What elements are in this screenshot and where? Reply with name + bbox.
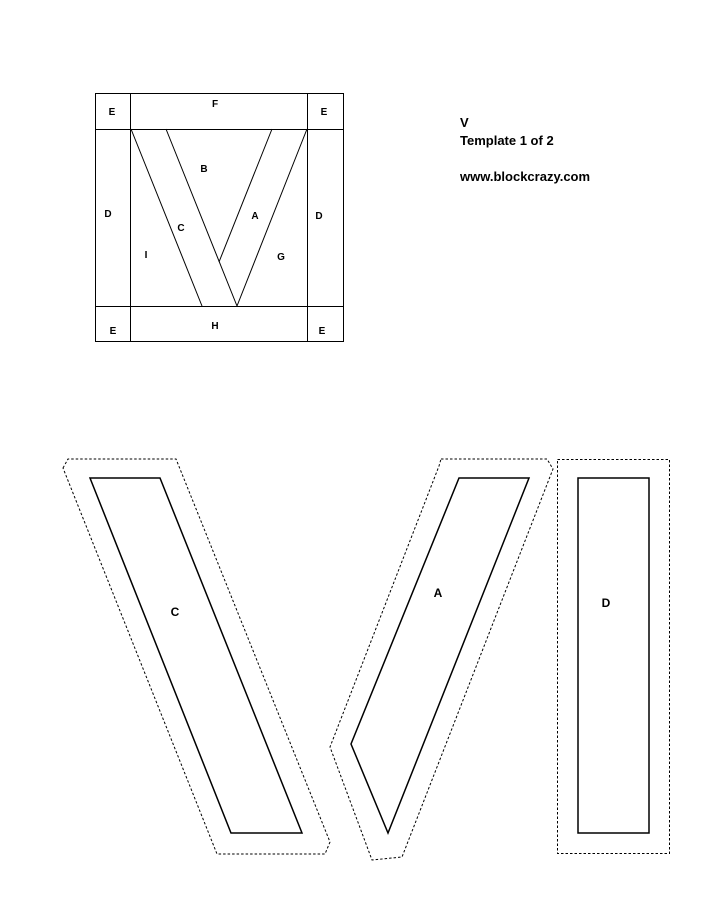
seam-allowance-outline-d [558, 460, 670, 854]
v-left-inner-line [166, 129, 237, 306]
label-e-bottom-right: E [318, 326, 326, 337]
v-left-outer-line [131, 129, 202, 306]
template-piece-a [330, 459, 553, 860]
label-b: B [200, 164, 208, 175]
block-labels [104, 99, 327, 337]
label-e-top-left: E [108, 107, 116, 118]
block-letter: V [460, 115, 469, 130]
piece-label-a: A [433, 586, 443, 600]
piece-label-d: D [601, 596, 611, 610]
label-a: A [251, 211, 259, 222]
piece-outline-a [351, 478, 529, 833]
piece-outline-d [578, 478, 649, 833]
label-g: G [277, 252, 285, 263]
template-piece-c [63, 459, 330, 854]
label-e-bottom-left: E [109, 326, 117, 337]
label-i: I [144, 250, 148, 261]
template-piece-d [558, 460, 670, 854]
label-f: F [211, 99, 219, 110]
piece-label-c: C [170, 605, 180, 619]
label-e-top-right: E [320, 107, 328, 118]
piece-outline-c [90, 478, 302, 833]
template-label: Template 1 of 2 [460, 133, 554, 148]
website-url: www.blockcrazy.com [460, 169, 591, 184]
label-h: H [211, 321, 219, 332]
seam-allowance-outline-c [63, 459, 330, 854]
label-d-left: D [104, 209, 112, 220]
v-right-outer-line [237, 129, 307, 306]
block-diagram [95, 93, 344, 342]
v-right-inner-line [219, 129, 272, 262]
label-d-right: D [315, 211, 323, 222]
label-c: C [177, 223, 185, 234]
